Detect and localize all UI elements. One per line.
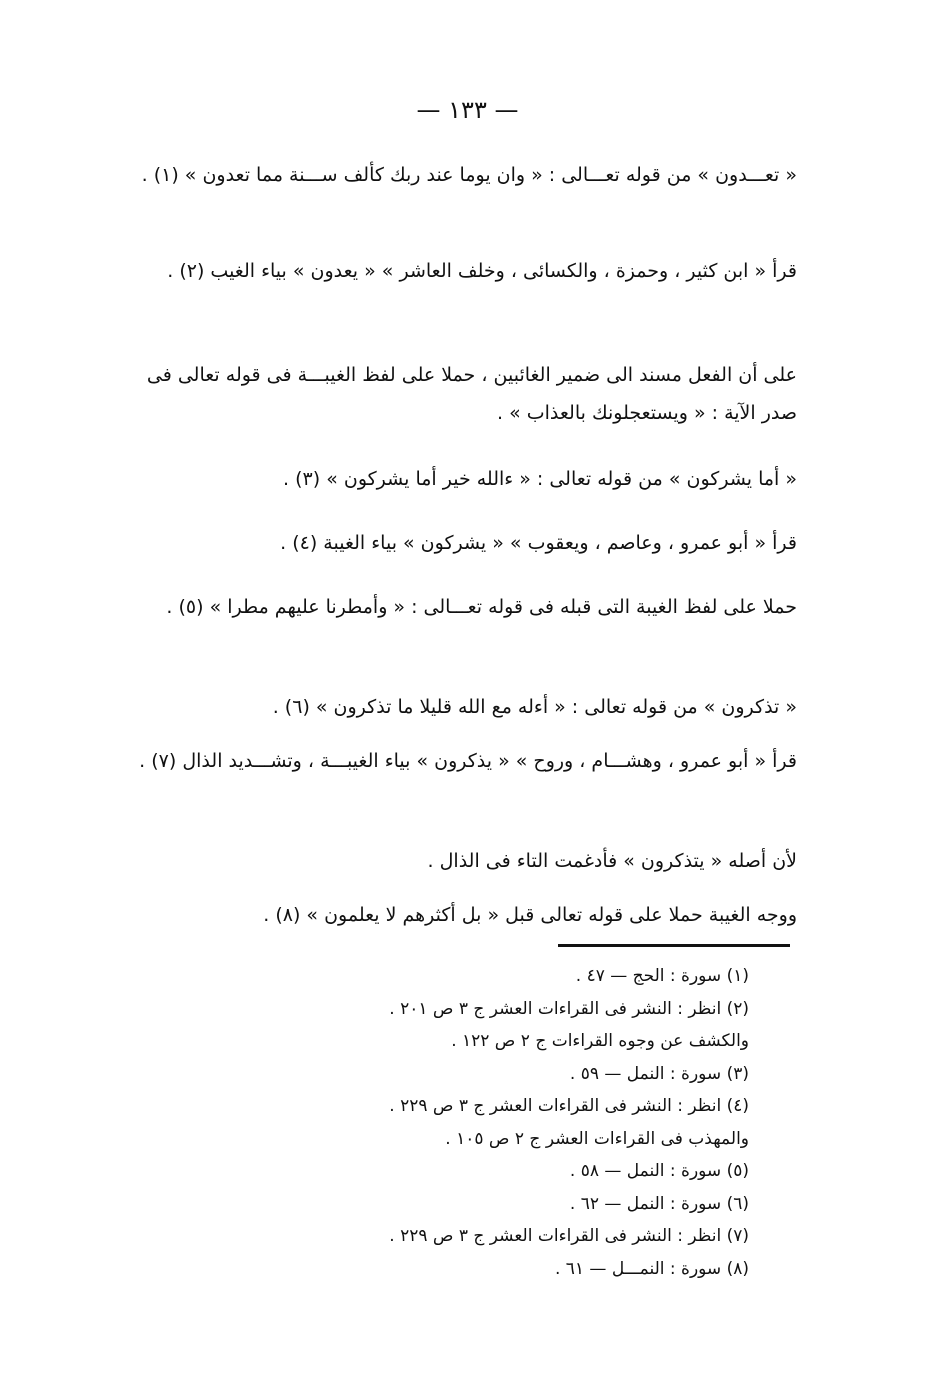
footnote: (١) سورة : الحج — ٤٧ .	[575, 966, 749, 986]
paragraph-text: على أن الفعل مسند الى ضمير الغائبين ، حملا على لفظ الغيبـــة فى قوله تعالى فى صدر الآية : « ويستعجلونك بالعذاب » .	[146, 364, 797, 424]
paragraph-text: « تذكرون » من قوله تعالى : « أءله مع الله قليلا ما تذكرون » (٦) .	[272, 696, 797, 718]
paragraph-text: حملا على لفظ الغيبة التى قبله فى قوله تعـــالى : « وأمطرنا عليهم مطرا » (٥) .	[166, 596, 797, 618]
footnote: (٨) سورة : النمـــل — ٦١ .	[554, 1258, 749, 1279]
footnote: (٢) انظر : النشر فى القراءات العشر ج ٣ ص ٢٠١ .	[389, 998, 749, 1019]
footnote: (٧) انظر : النشر فى القراءات العشر ج ٣ ص ٢٢٩ .	[389, 1226, 749, 1246]
paragraph	[117, 460, 797, 498]
paragraph	[117, 842, 797, 880]
paragraph	[117, 524, 797, 562]
paragraph	[117, 742, 797, 780]
footnote-continuation: والمهذب فى القراءات العشر ج ٢ ص ١٠٥ .	[445, 1128, 749, 1149]
footnote-divider	[558, 944, 790, 947]
footnote: (٦) سورة : النمل — ٦٢ .	[569, 1193, 749, 1214]
paragraph-text: قرأ « ابن كثير ، وحمزة ، والكسائى ، وخلف العاشر » « يعدون » بياء الغيب (٢) .	[167, 260, 797, 282]
paragraph	[117, 688, 797, 726]
footnotes	[189, 960, 749, 1285]
paragraph	[117, 156, 797, 194]
paragraph	[117, 896, 797, 934]
paragraph	[117, 588, 797, 626]
paragraph-text: قرأ « أبو عمرو ، وعاصم ، ويعقوب » « يشركون » بياء الغيبة (٤) .	[280, 532, 797, 554]
paragraph-text: « تعـــدون » من قوله تعـــالى : « وان يوما عند ربك كألف ســـنة مما تعدون » (١) .	[141, 164, 797, 186]
footnote: (٥) سورة : النمل — ٥٨ .	[569, 1161, 749, 1181]
footnote: (٣) سورة : النمل — ٥٩ .	[569, 1063, 749, 1084]
page-number: — ١٣٣ —	[416, 96, 519, 124]
footnote: (٤) انظر : النشر فى القراءات العشر ج ٣ ص ٢٢٩ .	[389, 1096, 749, 1116]
footnote-continuation: والكشف عن وجوه القراءات ج ٢ ص ١٢٢ .	[451, 1031, 749, 1051]
paragraph-text: لأن أصله « يتذكرون » فأدغمت التاء فى الذال .	[427, 850, 797, 872]
paragraph-text: « أما يشركون » من قوله تعالى : « ءالله خير أما يشركون » (٣) .	[283, 468, 797, 490]
paragraph	[117, 252, 797, 290]
paragraph-text: قرأ « أبو عمرو ، وهشـــام ، وروح » « يذكرون » بياء الغيبـــة ، وتشـــديد الذال (٧) .	[139, 750, 797, 772]
paragraph	[117, 356, 797, 432]
paragraph-text: ووجه الغيبة حملا على قوله تعالى قبل « بل أكثرهم لا يعلمون » (٨) .	[263, 904, 797, 926]
